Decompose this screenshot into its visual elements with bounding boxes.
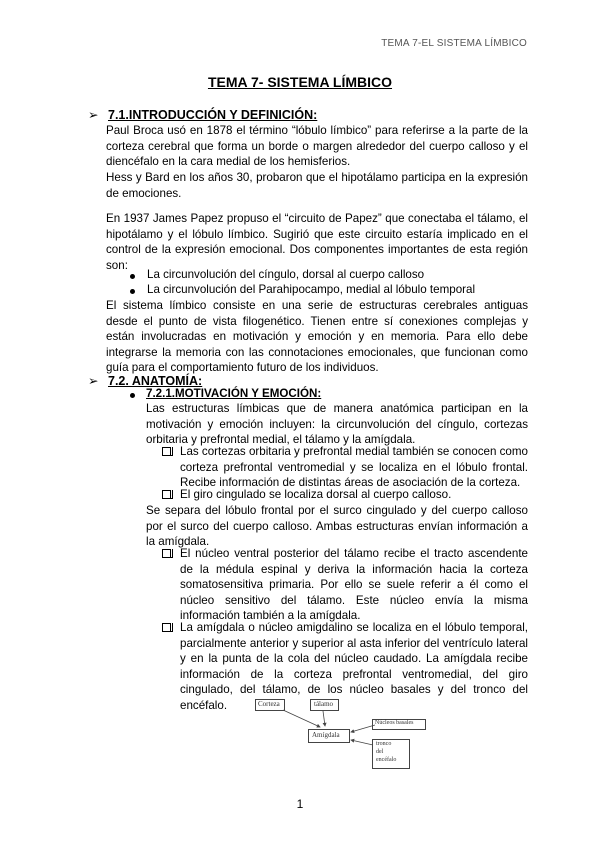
section-heading-1 xyxy=(88,107,317,122)
list-item-text: La amígdala o núcleo amigdalino se localiza en el lóbulo temporal, parcialmente anterior y superior al asta inferior del ventrículo lateral y en la punta de la cola del núcleo caudado. La amígdala recibe información de la corteza prefrontal ventromedial, del giro cingulado, del tálamo, de los núcleo basales y del tronco del encéfalo. xyxy=(180,621,528,712)
bullet-dot-icon xyxy=(130,289,135,294)
list-item xyxy=(180,444,528,491)
intro-paragraph-2: Hess y Bard en los años 30, probaron que el hipotálamo participa en la expresión de emociones. xyxy=(106,171,528,200)
corteza-label: Corteza xyxy=(258,700,280,708)
list-item: La circunvolución del cíngulo, dorsal al cuerpo calloso xyxy=(147,268,425,281)
subsection-heading-text: 7.2.1.MOTIVACIÓN Y EMOCIÓN: xyxy=(146,387,322,400)
anatomy-paragraph-1: Las estructuras límbicas que de manera anatómica participan en la motivación y emoción incluyen: la circunvolución del cíngulo, cortezas orbitaria y prefrontal medial, el tálamo y la amígdala. xyxy=(146,402,528,446)
nucleos-box xyxy=(372,719,426,730)
arrow-bullet-icon: ➢ xyxy=(88,374,99,388)
checkbox-bullet-icon xyxy=(164,623,173,632)
intro-paragraph-3: En 1937 James Papez propuso el “circuito de Papez” que conectaba el tálamo, el hipotálamo y el lóbulo límbico. Sugirió que este circuito estaría implicado en el control de la expresión emocional. Dos componentes importantes de esta región son: xyxy=(106,212,528,272)
checkbox-bullet-icon xyxy=(164,549,173,558)
corteza-box xyxy=(255,699,285,711)
running-header: TEMA 7-EL SISTEMA LÍMBICO xyxy=(381,38,527,49)
amygdala-diagram xyxy=(255,697,430,772)
page-number: 1 xyxy=(296,797,304,811)
anatomy-paragraph-2: Se separa del lóbulo frontal por el surco cingulado y del cuerpo calloso por el surco del cuerpo calloso. Ambas estructuras envían información a la amígdala. xyxy=(146,504,528,548)
tronco-label-3: encéfalo xyxy=(376,757,397,763)
page-title: TEMA 7- SISTEMA LÍMBICO xyxy=(207,74,393,90)
arrow-bullet-icon: ➢ xyxy=(88,108,99,122)
tronco-label-2: del xyxy=(376,749,384,755)
section-heading-2-text: 7.2. ANATOMÍA: xyxy=(108,374,203,388)
nucleos-label: Núcleos basales xyxy=(375,720,414,726)
list-item xyxy=(180,487,528,503)
bullet-dot-icon xyxy=(130,274,135,279)
intro-paragraph-4: El sistema límbico consiste en una serie de estructuras cerebrales antiguas desde el punto de vista filogenético. Tienen entre sí conexiones complejas y están involucradas en motivación y emoción y en memoria. Para ello debe integrarse la memoria con las connotaciones emocionales, que funcionan como guía para el comportamiento futuro de los individuos. xyxy=(106,299,528,374)
amigdala-box xyxy=(308,729,350,743)
tronco-label-1: tronco xyxy=(376,741,392,747)
list-item-text: El giro cingulado se localiza dorsal al cuerpo calloso. xyxy=(180,488,452,501)
section-heading-1-text: 7.1.INTRODUCCIÓN Y DEFINICIÓN: xyxy=(108,108,318,122)
section-heading-2 xyxy=(88,373,202,388)
bullet-dot-icon xyxy=(130,393,135,398)
checkbox-bullet-icon xyxy=(164,490,173,499)
checkbox-bullet-icon xyxy=(164,447,173,456)
talamo-label: tálamo xyxy=(314,700,334,708)
list-item: La circunvolución del Parahipocampo, medial al lóbulo temporal xyxy=(147,283,476,296)
list-item-text: Las cortezas orbitaria y prefrontal medial también se conocen como corteza prefrontal ventromedial y se localiza en el lóbulo frontal. Recibe información de distintas áreas de asociación de la corteza. xyxy=(180,445,528,489)
tronco-box xyxy=(372,739,410,769)
talamo-box xyxy=(310,699,339,711)
intro-paragraph-1: Paul Broca usó en 1878 el término “lóbulo límbico” para referirse a la parte de la corteza cerebral que forma un borde o margen alrededor del cuerpo calloso y el diencéfalo en la cara medial de los hemisferios. xyxy=(106,124,528,168)
subsection-heading xyxy=(146,387,321,400)
arrow-talamo-amigdala xyxy=(323,711,325,726)
list-item xyxy=(180,546,528,624)
list-item-text: El núcleo ventral posterior del tálamo recibe el tracto ascendente de la médula espinal y deriva la información hacia la corteza somatosensitiva primaria. Por ello se suele referir a él como el núcleo sensitivo del tálamo. Este núcleo envía la misma información también a la amígdala. xyxy=(180,547,528,622)
amigdala-label: Amígdala xyxy=(312,731,340,739)
arrow-corteza-amigdala xyxy=(283,710,320,727)
arrow-tronco-amigdala xyxy=(351,740,373,745)
